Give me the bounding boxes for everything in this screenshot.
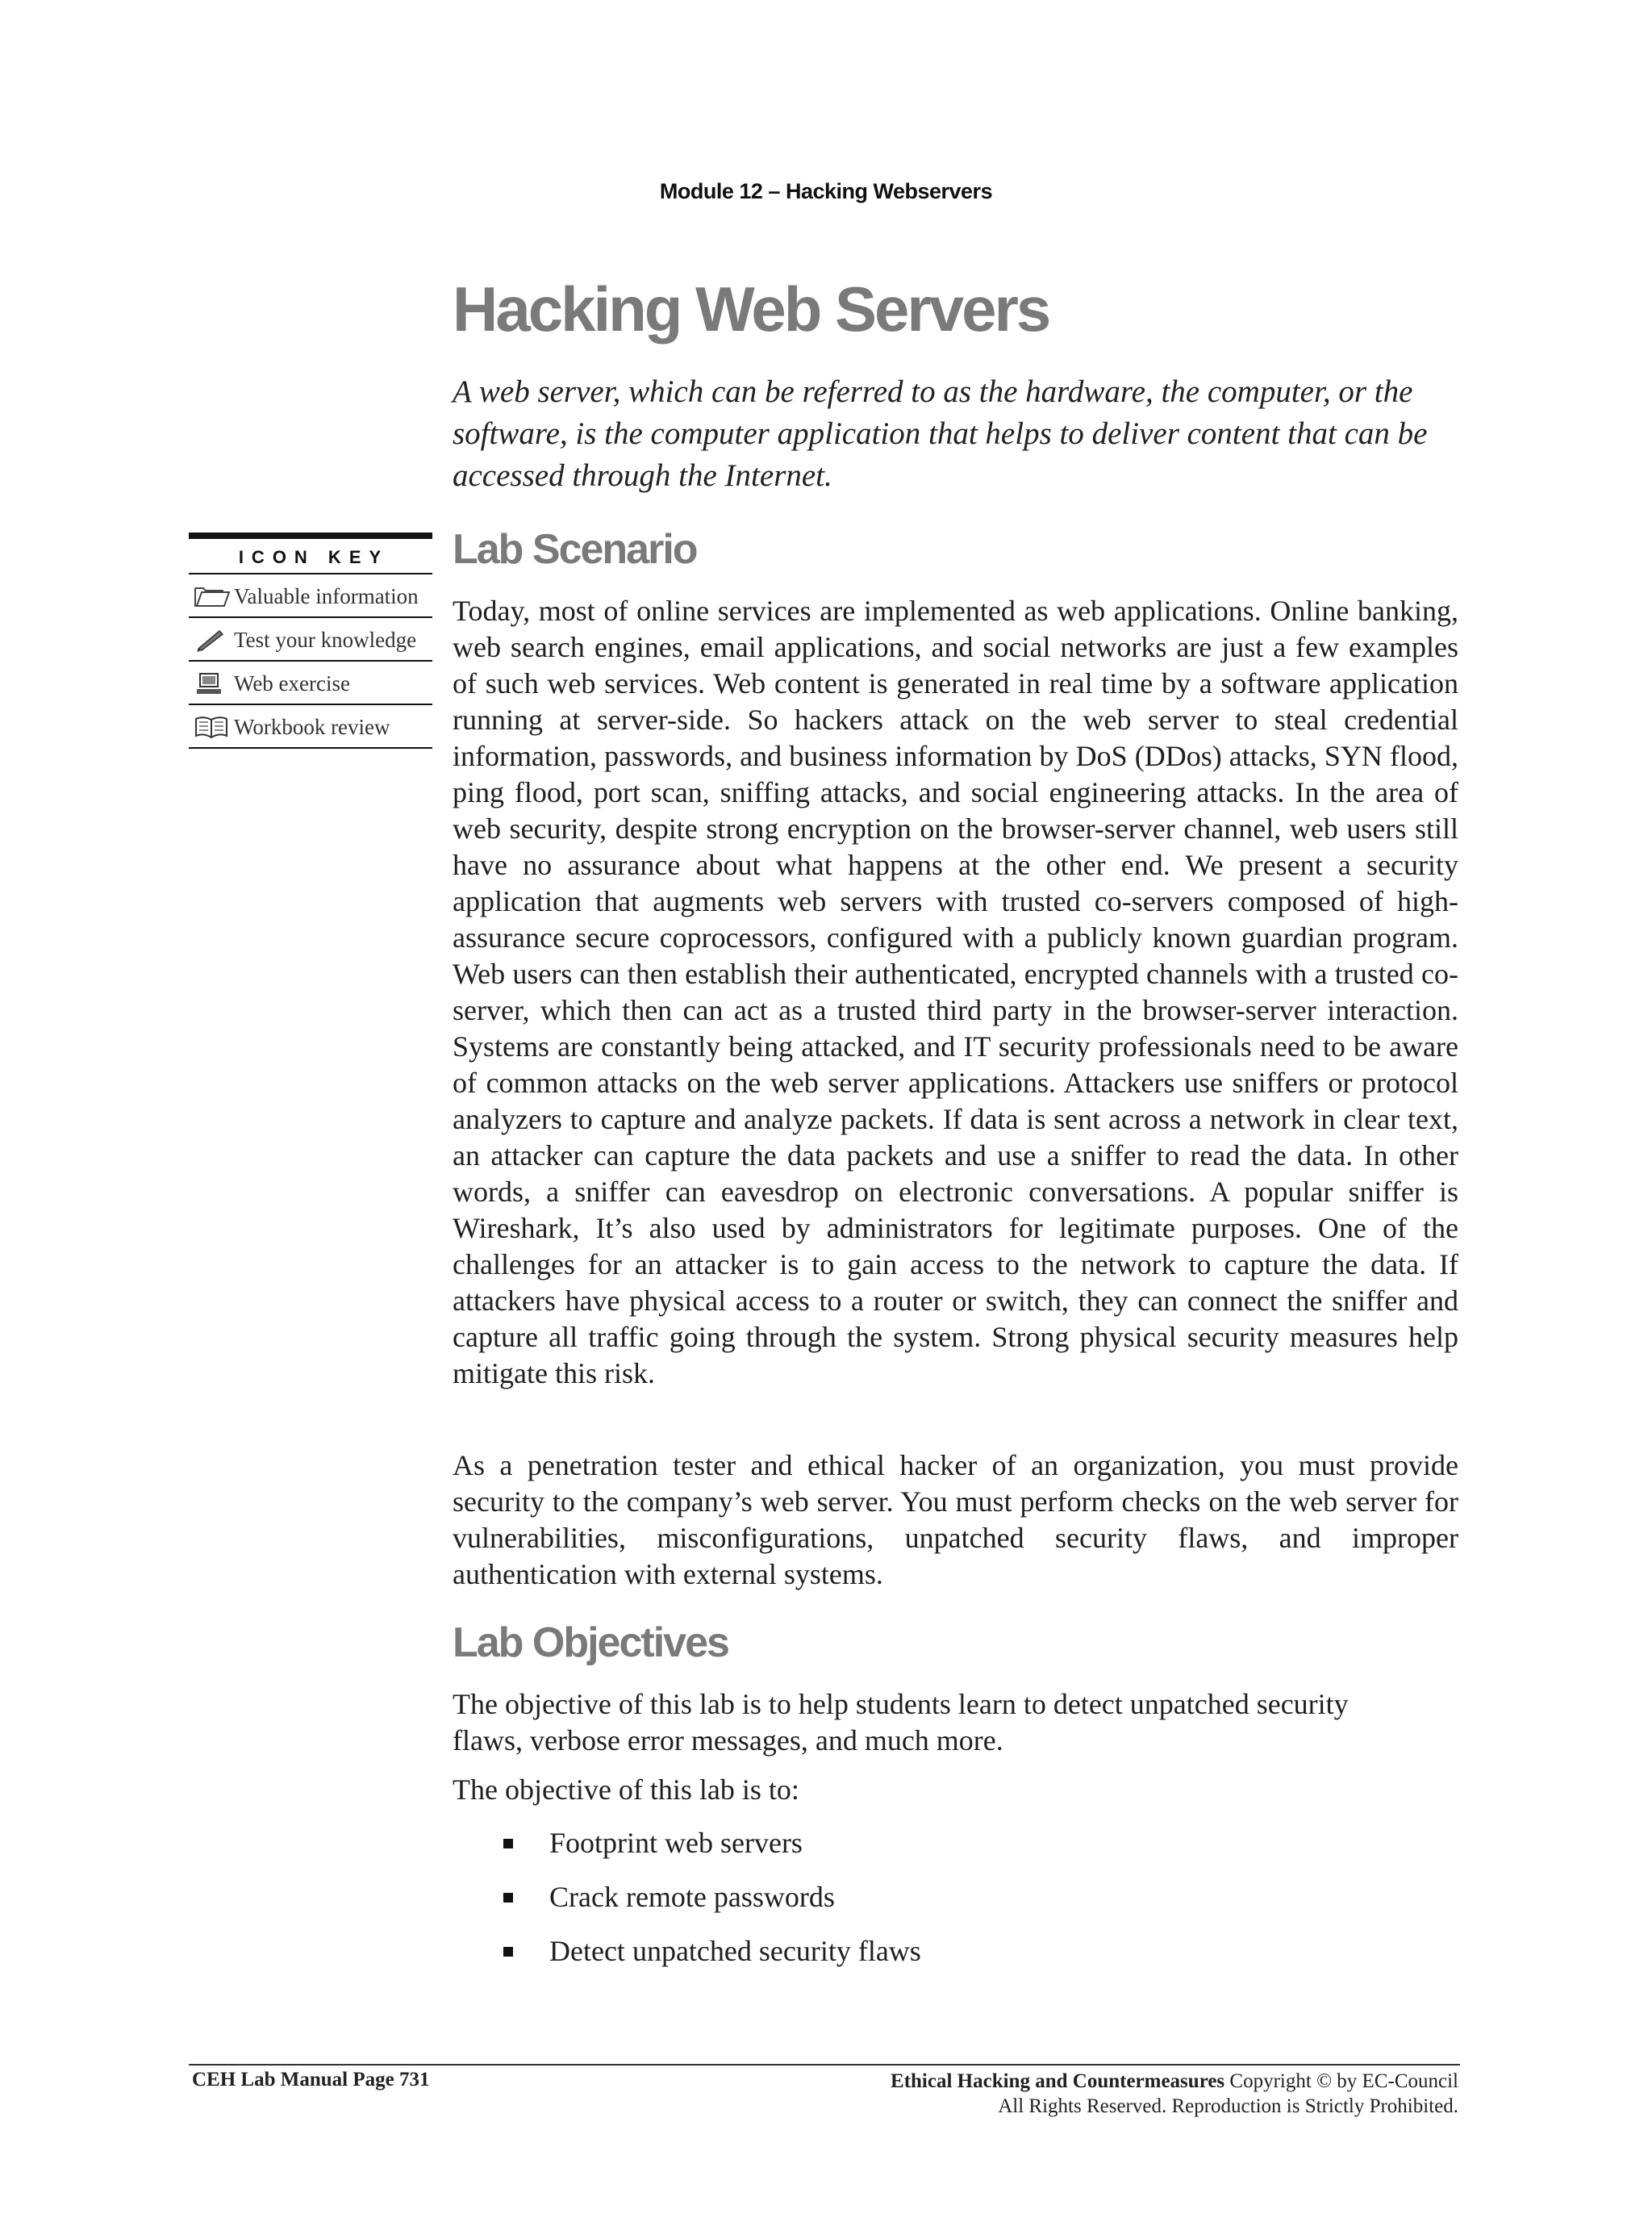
- list-item: [453, 1879, 921, 1933]
- running-header: Module 12 – Hacking Webservers: [659, 179, 993, 203]
- book-icon: [194, 713, 234, 741]
- lab-objectives-paragraph-1: The objective of this lab is to help students learn to detect unpatched security flaws, verbose error messages, and much more.: [453, 1688, 1349, 1756]
- section-heading-lab-objectives: Lab Objectives: [453, 1619, 728, 1666]
- icon-key-item-web-exercise: [189, 662, 432, 705]
- icon-key-item-test-your-knowledge: [189, 618, 432, 662]
- icon-key-item-label: Workbook review: [234, 715, 390, 739]
- page-title: Hacking Web Servers: [453, 274, 1049, 345]
- section-heading-lab-scenario: Lab Scenario: [453, 526, 697, 573]
- bullet-icon: [503, 1839, 513, 1848]
- icon-key-item-valuable-information: [189, 574, 432, 618]
- list-item: [453, 1933, 921, 1987]
- list-item-text: Footprint web servers: [549, 1827, 803, 1859]
- footer-rule: [189, 2064, 1460, 2066]
- footer-rights-text: All Rights Reserved. Reproduction is Strictly Prohibited.: [998, 2095, 1458, 2117]
- footer-copyright: [891, 2069, 1458, 2119]
- footer-book-title: Ethical Hacking and Countermeasures: [891, 2070, 1225, 2092]
- icon-key-top-rule: [189, 533, 432, 539]
- pencil-icon: [194, 626, 234, 654]
- objectives-list: [453, 1825, 921, 1987]
- list-item: [453, 1825, 921, 1879]
- list-item-text: Detect unpatched security flaws: [549, 1935, 921, 1967]
- bullet-icon: [503, 1893, 513, 1903]
- icon-key-item-label: Test your knowledge: [234, 628, 417, 652]
- footer-page-label: CEH Lab Manual Page 731: [192, 2069, 430, 2091]
- footer-copyright-text: Copyright © by EC-Council: [1224, 2070, 1458, 2092]
- icon-key-item-workbook-review: [189, 705, 432, 749]
- lab-scenario-paragraph-1: Today, most of online services are implemented as web applications. Online banking, web search engines, email applications, and social networks are just a few examples of such web services. Web content is generated in real time by a software application running at server-side. So hackers attack on the web server to steal credential information, passwords, and business information by DoS (DDos) attacks, SYN flood, ping flood, port scan, sniffing attacks, and social engineering attacks. In the area of web security, despite strong encryption on the browser-server channel, web users still have no assurance about what happens at the other end. We present a security application that augments web servers with trusted co-servers composed of high-assurance secure coprocessors, configured with a publicly known guardian program. Web users can then establish their authenticated, encrypted channels with a trusted co-server, which then can act as a trusted third party in the browser-server interaction. Systems are constantly being attacked, and IT security professionals need to be aware of common attacks on the web server applications. Attackers use sniffers or protocol analyzers to capture and analyze packets. If data is sent across a network in clear text, an attacker can capture the data packets and use a sniffer to read the data. In other words, a sniffer can eavesdrop on electronic conversations. A popular sniffer is Wireshark, It’s also used by administrators for legitimate purposes. One of the challenges for an attacker is to gain access to the network to capture the data. If attackers have physical access to a router or switch, they can connect the sniffer and capture all traffic going through the system. Strong physical security measures help mitigate this risk.: [453, 595, 1458, 1389]
- lab-scenario-paragraph-2: As a penetration tester and ethical hacker of an organization, you must provide security to the company’s web server. You must perform checks on the web server for vulnerabilities, misconfigurations, unpatched security flaws, and improper authentication with external systems.: [453, 1449, 1458, 1590]
- computer-icon: [194, 670, 234, 697]
- lab-objectives-paragraph-2: The objective of this lab is to:: [453, 1773, 799, 1806]
- icon-key-sidebar: [189, 533, 432, 749]
- bullet-icon: [503, 1947, 513, 1957]
- icon-key-label: ICON KEY: [189, 539, 432, 574]
- folder-icon: [194, 583, 234, 610]
- intro-paragraph: A web server, which can be referred to as the hardware, the computer, or the software, is the computer application that helps to deliver content that can be accessed through the Internet.: [453, 374, 1428, 493]
- list-item-text: Crack remote passwords: [549, 1881, 835, 1913]
- icon-key-item-label: Valuable information: [234, 584, 419, 608]
- icon-key-item-label: Web exercise: [234, 671, 350, 695]
